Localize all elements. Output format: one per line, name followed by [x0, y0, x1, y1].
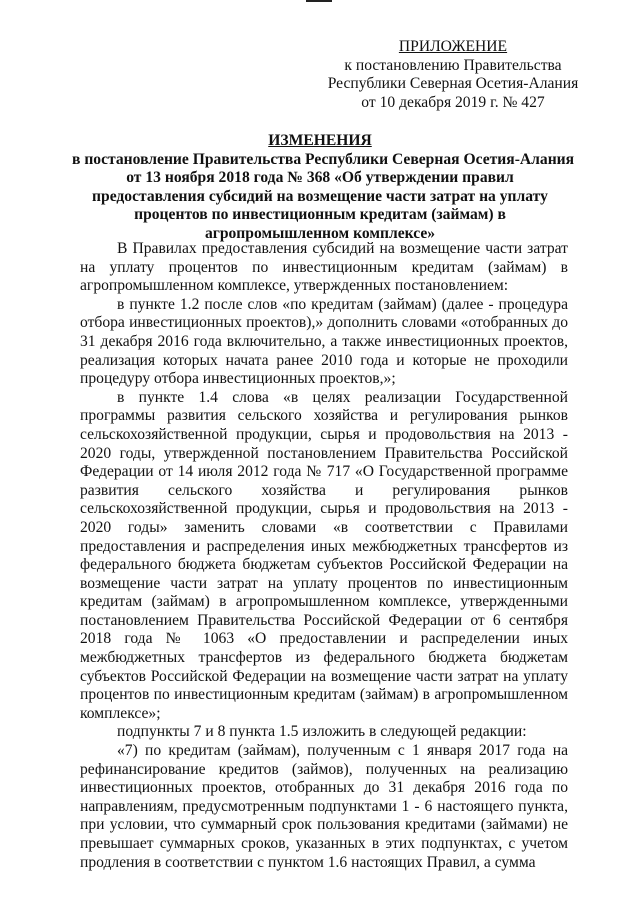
appendix-title: ПРИЛОЖЕНИЕ: [398, 38, 508, 55]
paragraph-intro: В Правилах предоставления субсидий на возмещение части затрат на уплату процентов по инвестиционным кредитам (займам) в агропромышленном комплексе, утвержденных постановлением:: [80, 240, 568, 295]
paragraph-point-1-5: подпункты 7 и 8 пункта 1.5 изложить в следующей редакции:: [117, 723, 527, 741]
top-mark: [306, 0, 332, 2]
appendix-line-2: Республики Северная Осетия-Алания: [327, 75, 579, 93]
paragraph-point-1-4: в пункте 1.4 слова «в целях реализации Государственной программы развития сельского хозяйства и регулирования рынков сельскохозяйственной продукции, сырья и продовольствия на 2013 - 2020 годы, утвержденной постановлением Правительства Российской Федерации от 14 июля 2012 года № 717 «О Государственной программе развития сельского хозяйства и регулирования рынков сельскохозяйственной продукции, сырья и продовольствия на 2013 - 2020 годы» заменить словами «в соответствии с Правилами предоставления и распределения иных межбюджетных трансфертов из федерального бюджета бюджетам субъектов Российской Федерации на возмещение части затрат на уплату процентов по инвестиционным кредитам (займам) в агропромышленном комплексе, утвержденными постановлением Правительства Российской Федерации от 6 сентября 2018 года № 1063 «О предоставлении и распределении иных межбюджетных трансфертов из федерального бюджета бюджетам субъектов Российской Федерации на возмещение части затрат на уплату процентов по инвестиционным кредитам (займам) в агропромышленном комплексе»;: [80, 388, 568, 722]
appendix-line-3: от 10 декабря 2019 г. № 427: [361, 93, 545, 111]
heading-line-5: агропромышленном комплексе»: [204, 224, 436, 242]
document-heading: [72, 132, 575, 244]
heading-line-1: в постановление Правительства Республики Северная Осетия-Алания: [72, 150, 575, 168]
appendix-line-1: к постановлению Правительства: [344, 56, 562, 74]
heading-line-2: от 13 ноября 2018 года № 368 «Об утверждении правил: [126, 169, 514, 187]
appendix-block: [318, 38, 588, 112]
heading-line-3: предоставления субсидий на возмещение части затрат на уплату: [92, 187, 548, 205]
document-body: [80, 240, 568, 872]
heading-title: ИЗМЕНЕНИЯ: [268, 132, 372, 149]
paragraph-subpoint-7: «7) по кредитам (займам), полученным с 1 января 2017 года на рефинансирование кредитов (займов), полученных на реализацию инвестиционных проектов, отобранных до 31 декабря 2016 года по направлениям, предусмотренным подпунктами 1 - 6 настоящего пункта, при условии, что суммарный срок пользования кредитами (займами) не превышает суммарных сроков, указанных в этих подпунктах, с учетом продления в соответствии с пунктом 1.6 настоящих Правил, а сумма: [80, 742, 568, 871]
heading-line-4: процентов по инвестиционным кредитам (займам) в: [134, 206, 506, 224]
paragraph-point-1-2: в пункте 1.2 после слов «по кредитам (займам) (далее - процедура отбора инвестиционных проектов),» дополнить словами «отобранных до 31 декабря 2016 года включительно, а также инвестиционных проектов, реализация которых начата ранее 2010 года и которые не проходили процедуру отбора инвестиционных проектов,»;: [80, 295, 568, 388]
